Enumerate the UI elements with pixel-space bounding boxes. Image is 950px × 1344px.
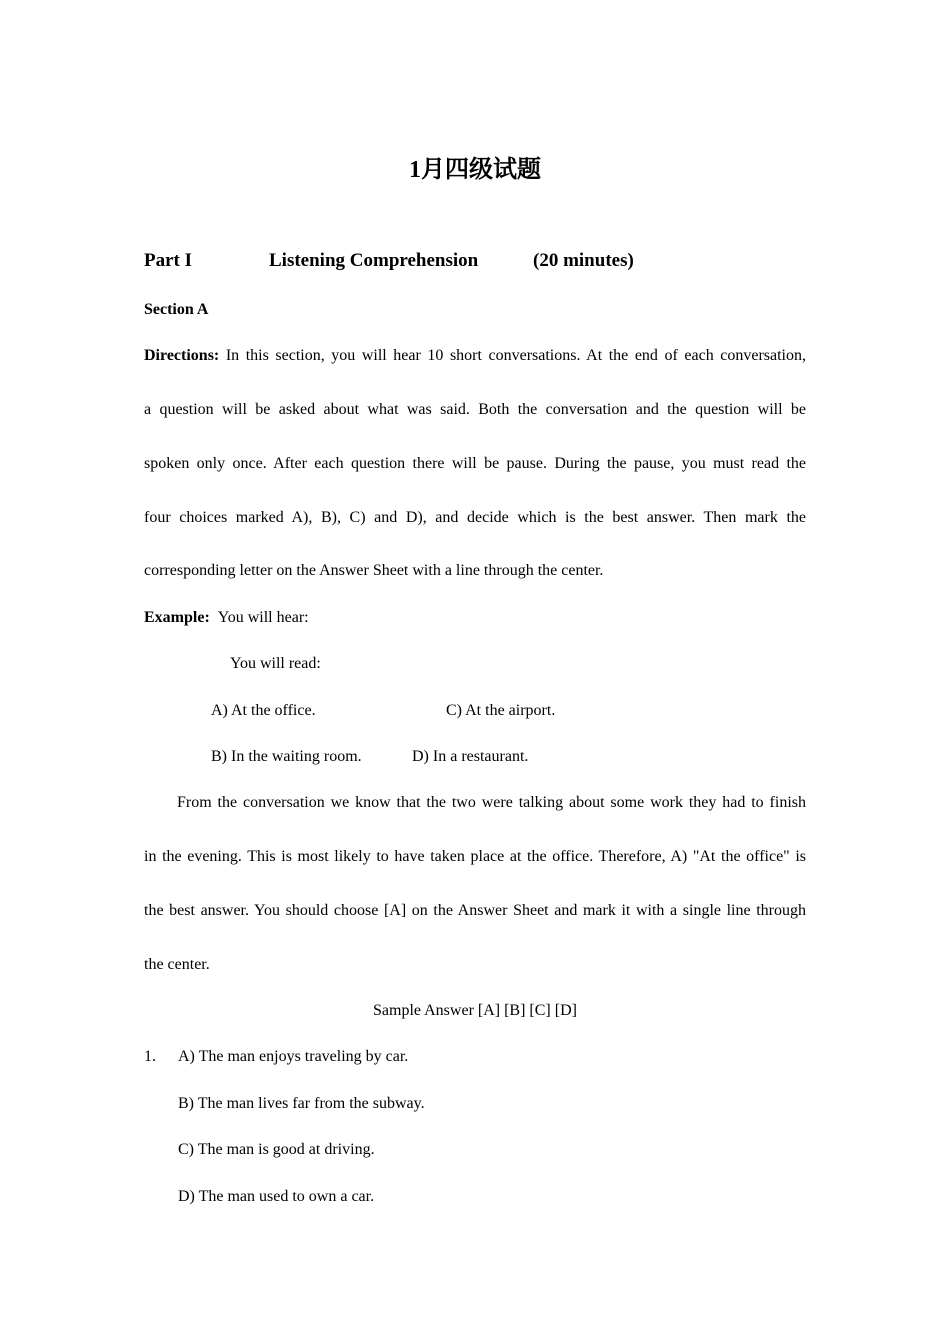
sample-answer: Sample Answer [A] [B] [C] [D] — [373, 1002, 577, 1019]
question-option-a: A) The man enjoys traveling by car. — [178, 1048, 409, 1065]
question-number: 1. — [144, 1048, 156, 1065]
directions-line-2: a question will be asked about what was said. Both the conversation and the question will be — [144, 401, 806, 418]
directions-text: In this section, you will hear 10 short conversations. At the end of each conversation, — [225, 347, 806, 364]
question-option-d: D) The man used to own a car. — [178, 1188, 375, 1205]
directions-line-1 — [144, 346, 806, 366]
part-name: Listening Comprehension — [269, 250, 479, 271]
explanation-line-1: From the conversation we know that the two were talking about some work they had to finish — [177, 794, 806, 811]
explanation-line-3: the best answer. You should choose [A] on the Answer Sheet and mark it with a single line through — [144, 902, 806, 919]
example-choice-a: A) At the office. — [211, 702, 316, 719]
you-will-read: You will read: — [230, 655, 321, 672]
you-will-hear: You will hear: — [217, 609, 309, 626]
page-title: 1月四级试题 — [409, 157, 541, 183]
question-option-c: C) The man is good at driving. — [178, 1141, 375, 1158]
example-choice-b: B) In the waiting room. — [211, 748, 362, 765]
example-label: Example: — [144, 609, 210, 626]
example-choice-c: C) At the airport. — [446, 702, 556, 719]
directions-label: Directions: — [144, 347, 220, 364]
part-time: (20 minutes) — [533, 250, 634, 271]
example-row — [144, 608, 309, 628]
directions-line-3: spoken only once. After each question there will be pause. During the pause, you must read the — [144, 455, 806, 472]
section-heading: Section A — [144, 301, 209, 318]
explanation-line-2: in the evening. This is most likely to have taken place at the office. Therefore, A) "At the office" is — [144, 848, 806, 865]
question-option-b: B) The man lives far from the subway. — [178, 1095, 425, 1112]
part-label: Part I — [144, 250, 193, 271]
example-choice-d: D) In a restaurant. — [412, 748, 529, 765]
directions-line-5: corresponding letter on the Answer Sheet with a line through the center. — [144, 562, 604, 579]
directions-line-4: four choices marked A), B), C) and D), and decide which is the best answer. Then mark the — [144, 509, 806, 526]
explanation-line-4: the center. — [144, 956, 210, 973]
